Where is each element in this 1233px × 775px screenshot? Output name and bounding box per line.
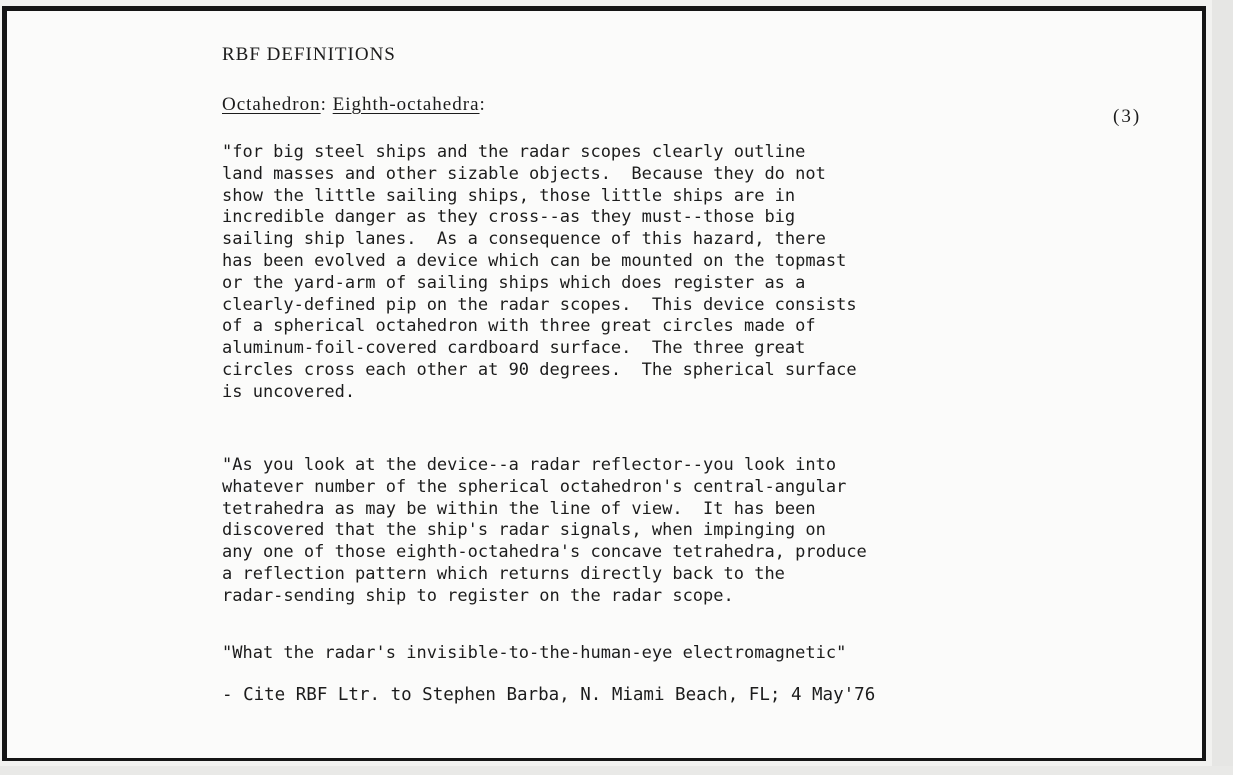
- scan-margin-right: [1212, 0, 1233, 775]
- quote-paragraph-1: "for big steel ships and the radar scopes clearly outline land masses and other sizable objects. Because they do not show the little sailing ships, those little ships are in incredible danger as they cross--as they must--those big sailing ship lanes. As a consequence of this hazard, there has been evolved a device which can be mounted on the topmast or the yard-arm of sailing ships which does register as a clearly-defined pip on the radar scopes. This device consists of a spherical octahedron with three great circles made of aluminum-foil-covered cardboard surface. The three great circles cross each other at 90 degrees. The spherical surface is uncovered.: [222, 142, 857, 402]
- document-title: RBF DEFINITIONS: [222, 44, 396, 65]
- citation-line: - Cite RBF Ltr. to Stephen Barba, N. Miami Beach, FL; 4 May'76: [222, 685, 876, 705]
- scan-margin-bottom: [0, 766, 1233, 775]
- heading-end: :: [479, 94, 486, 115]
- quote-paragraph-3: "What the radar's invisible-to-the-human-eye electromagnetic": [222, 643, 847, 663]
- heading-subterm: Eighth-octahedra: [332, 94, 480, 115]
- heading-separator: :: [320, 94, 333, 115]
- definition-heading: [222, 94, 486, 116]
- heading-term: Octahedron: [222, 94, 321, 115]
- quote-paragraph-2: "As you look at the device--a radar reflector--you look into whatever number of the spherical octahedron's central-angular tetrahedra as may be within the line of view. It has been discovered that the ship's radar signals, when impinging on any one of those eighth-octahedra's concave tetrahedra, produce a reflection pattern which returns directly back to the radar-sending ship to register on the radar scope.: [222, 455, 867, 606]
- page-number: (3): [1113, 106, 1142, 127]
